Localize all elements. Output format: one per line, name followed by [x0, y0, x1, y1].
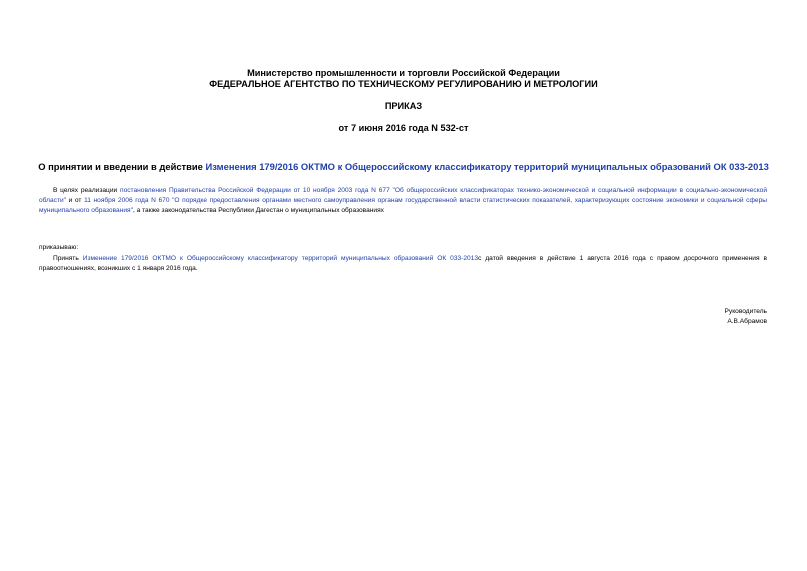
document-type: ПРИКАЗ: [384, 101, 423, 111]
preamble-paragraph: [39, 186, 767, 216]
subject-prefix: О принятии и введении в действие: [38, 161, 206, 172]
amendment-link[interactable]: Изменение 179/2016 ОКТМО к Общероссийскому классификатору территорий муниципальных образований ОК 033-2013: [82, 255, 479, 262]
document-subject: [0, 161, 807, 173]
resolution-677-link[interactable]: постановления Правительства Российской Федерации от 10 ноября 2003 года N 677 "Об общероссийских классификаторах технико-экономической и социальной информации в социально-экономической области": [39, 187, 767, 204]
subject-amendment-link[interactable]: Изменения 179/2016 ОКТМО к Общероссийскому классификатору территорий муниципальных образований ОК 033-2013: [205, 161, 769, 172]
preamble-text-3: , а также законодательства Республики Дагестан о муниципальных образованиях: [132, 207, 384, 214]
resolution-670-link[interactable]: 11 ноября 2006 года N 670 "О порядке предоставления органами местного самоуправления органам государственной власти статистических показателей, характеризующих состояние экономики и социальной сферы муниципального образования": [39, 197, 767, 214]
order-text-2: с датой введения в действие 1 августа 2016 года с правом досрочного применения в правоотношениях, возникших с 1 января 2016 года.: [39, 255, 767, 272]
document-date: от 7 июня 2016 года N 532-ст: [338, 123, 469, 133]
preamble-text-2: и от: [66, 197, 85, 204]
order-paragraph: [39, 254, 767, 274]
order-text-1: Принять: [53, 255, 83, 262]
orders-label: приказываю:: [39, 244, 79, 251]
signature-role: Руководитель: [724, 308, 767, 315]
agency-name: ФЕДЕРАЛЬНОЕ АГЕНТСТВО ПО ТЕХНИЧЕСКОМУ РЕГУЛИРОВАНИЮ И МЕТРОЛОГИИ: [209, 79, 598, 89]
ministry-name: Министерство промышленности и торговли Российской Федерации: [247, 68, 560, 78]
preamble-text-1: В целях реализации: [53, 187, 120, 194]
signature-name: А.В.Абрамов: [727, 318, 767, 325]
